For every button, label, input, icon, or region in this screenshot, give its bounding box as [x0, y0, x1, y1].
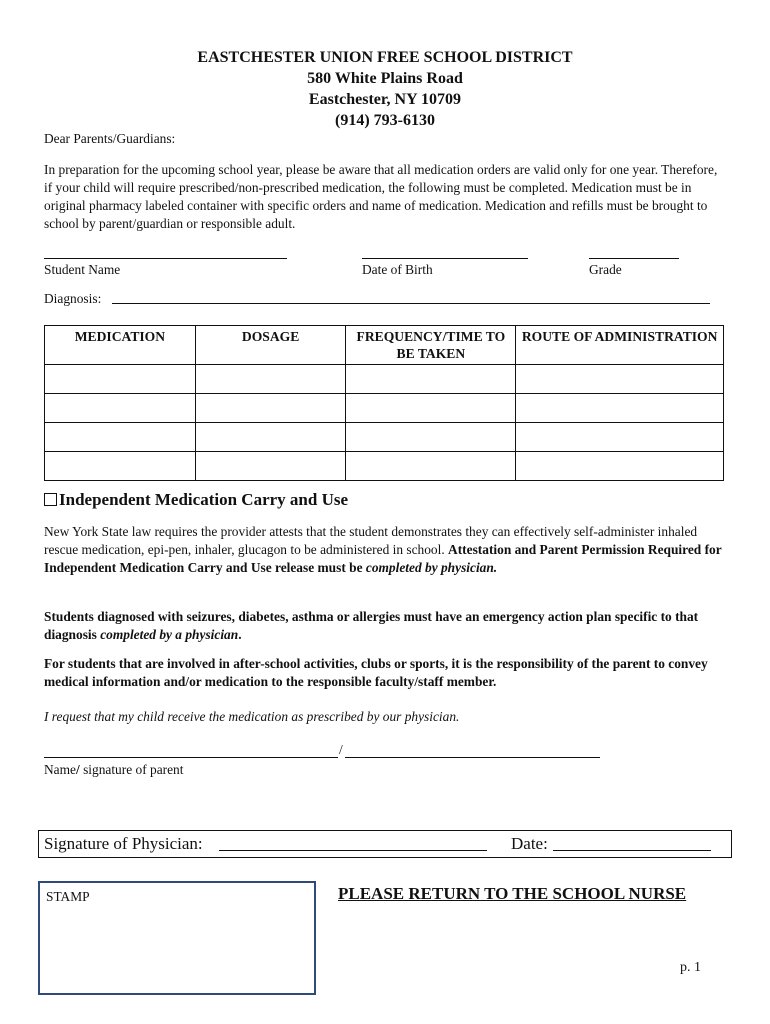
letterhead: [0, 47, 770, 131]
physician-date-field[interactable]: [553, 850, 711, 851]
student-name-field[interactable]: [44, 258, 287, 259]
parent-signature-field[interactable]: [345, 757, 600, 758]
table-cell[interactable]: [346, 394, 516, 423]
district-name: EASTCHESTER UNION FREE SCHOOL DISTRICT: [197, 49, 573, 66]
medication-table: [44, 325, 724, 481]
signature-separator: /: [339, 742, 343, 757]
grade-field[interactable]: [589, 258, 679, 259]
table-row: [45, 365, 724, 394]
header-dosage: DOSAGE: [195, 326, 346, 365]
table-cell[interactable]: [346, 365, 516, 394]
table-cell[interactable]: [516, 452, 724, 481]
parent-name-field[interactable]: [44, 757, 338, 758]
carry-paragraph-2: [44, 608, 724, 644]
medication-request: I request that my child receive the medication as prescribed by our physician.: [44, 709, 460, 724]
table-row: [45, 394, 724, 423]
slash: /: [75, 762, 80, 777]
header-route: ROUTE OF ADMINISTRATION: [516, 326, 724, 365]
diagnosis-label: Diagnosis:: [44, 291, 102, 306]
table-cell[interactable]: [45, 423, 196, 452]
phone-number: (914) 793-6130: [335, 112, 435, 129]
emergency-plan-text: Students diagnosed with seizures, diabetes, asthma or allergies must have an emergency action plan specific to that diagnosis: [44, 609, 699, 642]
stamp-box: [38, 881, 316, 995]
table-cell[interactable]: [195, 423, 346, 452]
table-cell[interactable]: [516, 423, 724, 452]
table-cell[interactable]: [45, 394, 196, 423]
table-cell[interactable]: [346, 452, 516, 481]
student-name-label: Student Name: [44, 262, 121, 277]
return-instruction: PLEASE RETURN TO THE SCHOOL NURSE: [338, 884, 687, 903]
table-header-row: [45, 326, 724, 365]
table-cell[interactable]: [516, 394, 724, 423]
carry-checkbox[interactable]: [44, 493, 57, 506]
period: .: [238, 627, 242, 642]
attestation-text: Attestation and Parent Permission Required for Independent Medication Carry and Use release must be: [44, 542, 722, 575]
completed-by-physician-text: completed by physician.: [365, 560, 498, 575]
carry-paragraph-1: [44, 523, 724, 577]
header-medication: MEDICATION: [45, 326, 196, 365]
signature-of-parent-word: signature of parent: [79, 762, 184, 777]
table-cell[interactable]: [195, 365, 346, 394]
diagnosis-field[interactable]: [112, 303, 710, 304]
table-row: [45, 452, 724, 481]
intro-paragraph: In preparation for the upcoming school year, please be aware that all medication orders are valid only for one year. Therefore, if your child will require prescribed/non-prescribed medication, the following must be completed. Medication must be in original pharmacy labeled container with specific orders and name of medication. Medication and refills must be brought to school by parent/guardian or responsible adult.: [44, 162, 718, 231]
physician-signature-label: Signature of Physician:: [44, 834, 203, 853]
address-line-2: Eastchester, NY 10709: [308, 91, 462, 108]
grade-label: Grade: [589, 262, 622, 277]
name-word: Name: [44, 762, 76, 777]
table-cell[interactable]: [195, 452, 346, 481]
carry-section-heading: [44, 490, 348, 510]
date-of-birth-label: Date of Birth: [362, 262, 433, 277]
table-cell[interactable]: [45, 365, 196, 394]
stamp-label: STAMP: [46, 889, 90, 904]
salutation: Dear Parents/Guardians:: [44, 131, 176, 146]
physician-signature-field[interactable]: [219, 850, 487, 851]
header-frequency: FREQUENCY/TIME TO BE TAKEN: [346, 326, 516, 365]
completed-by-a-physician-text: completed by a physician: [100, 627, 239, 642]
carry-section-title: Independent Medication Carry and Use: [59, 490, 349, 509]
page-number: p. 1: [680, 960, 701, 975]
carry-paragraph-3: For students that are involved in after-school activities, clubs or sports, it is the responsibility of the parent to convey medical information and/or medication to the responsible faculty/staff member.: [44, 656, 708, 689]
table-cell[interactable]: [346, 423, 516, 452]
physician-signature-box: [38, 830, 732, 858]
date-label: Date:: [511, 834, 548, 853]
table-cell[interactable]: [516, 365, 724, 394]
carry-law-text: New York State law requires the provider attests that the student demonstrates they can effectively self-administer inhaled rescue medication, epi-pen, inhaler, glucagon to be administered in school.: [44, 524, 698, 557]
parent-signature-label: [44, 762, 183, 778]
address-line-1: 580 White Plains Road: [307, 70, 463, 87]
table-cell[interactable]: [45, 452, 196, 481]
date-of-birth-field[interactable]: [362, 258, 528, 259]
table-cell[interactable]: [195, 394, 346, 423]
table-row: [45, 423, 724, 452]
